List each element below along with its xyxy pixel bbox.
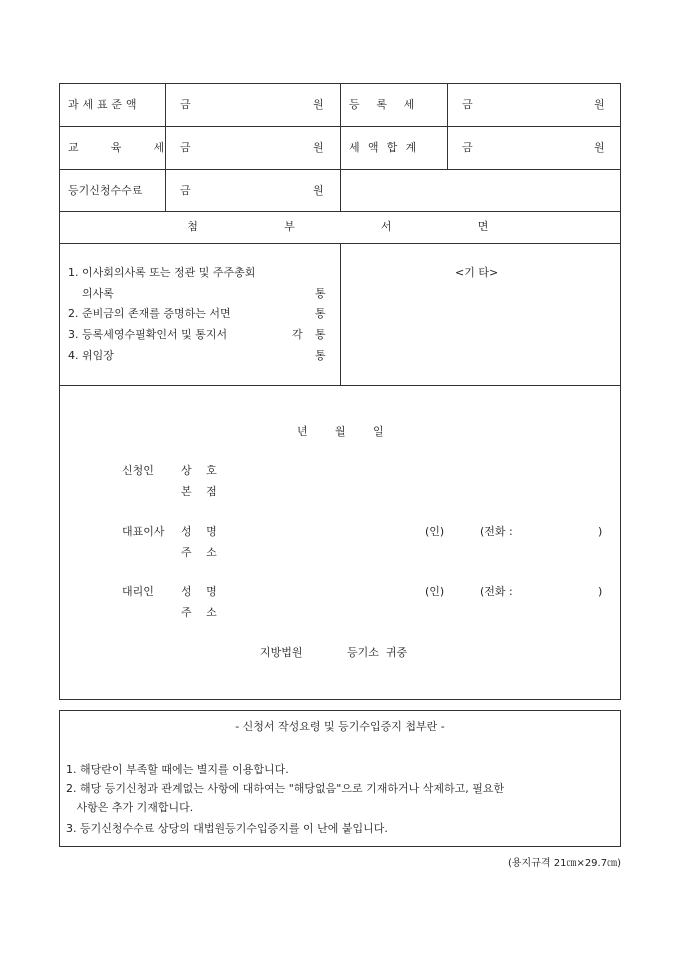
attachment-item-1-cont: 의사록 (82, 287, 114, 300)
applicant-head-office-label: 본 점 (181, 485, 223, 498)
date-day: 일 (373, 425, 384, 438)
guide-item-1: 1. 해당란이 부족할 때에는 별지를 이용합니다. (66, 763, 289, 776)
attachment-item-4: 4. 위임장 (68, 349, 114, 362)
education-tax-unit: 원 (313, 141, 324, 154)
representative-role: 대표이사 (122, 525, 165, 538)
attachment-item-3-each: 각 (292, 328, 303, 341)
filing-fee-label: 등기신청수수료 (68, 184, 143, 197)
agent-role: 대리인 (122, 585, 154, 598)
other-attachments-label: <기 타> (455, 266, 499, 279)
col-divider (340, 243, 341, 385)
guide-title: - 신청서 작성요령 및 등기수입증지 첩부란 - (235, 720, 445, 733)
col-divider (340, 83, 341, 211)
agent-address-label: 주 소 (181, 606, 223, 619)
paper-size-note: (용지규격 21㎝×29.7㎝) (508, 858, 621, 869)
filing-fee-prefix: 금 (180, 184, 191, 197)
applicant-role: 신청인 (122, 464, 154, 477)
date-month: 월 (335, 425, 346, 438)
attachment-item-2-count: 통 (315, 307, 326, 320)
attachment-item-1-count: 통 (315, 287, 326, 300)
education-tax-prefix: 금 (180, 141, 191, 154)
attachments-header: 첨 부 서 면 (187, 220, 515, 233)
guide-item-2: 2. 해당 등기신청과 관계없는 사항에 대하여는 "해당없음"으로 기재하거나 삭제하고, 필요한 (66, 782, 505, 795)
attachment-item-3: 3. 등록세영수필확인서 및 통지서 (68, 328, 228, 341)
row-divider (59, 211, 621, 212)
attachment-item-1: 1. 이사회의사록 또는 정관 및 주주총회 (68, 266, 256, 279)
registration-tax-prefix: 금 (462, 98, 473, 111)
registry-office-label: 등기소 귀중 (347, 646, 408, 659)
row-divider (59, 385, 621, 386)
tax-base-prefix: 금 (180, 98, 191, 111)
agent-phone-label: (전화 : (480, 585, 513, 598)
attachment-item-3-count: 통 (315, 328, 326, 341)
filing-fee-unit: 원 (313, 184, 324, 197)
col-divider (447, 83, 448, 169)
applicant-trade-name-label: 상 호 (181, 464, 223, 477)
tax-total-unit: 원 (594, 141, 605, 154)
registration-tax-label: 등 록 세 (349, 98, 421, 111)
representative-phone-label: (전화 : (480, 525, 513, 538)
guide-item-3: 3. 등기신청수수료 상당의 대법원등기수입증지를 이 난에 붙입니다. (66, 822, 388, 835)
education-tax-label: 교 육 세 (68, 141, 179, 154)
agent-phone-close: ) (598, 585, 603, 598)
representative-seal: (인) (425, 525, 445, 538)
representative-address-label: 주 소 (181, 546, 223, 559)
representative-phone-close: ) (598, 525, 603, 538)
tax-base-label: 과세표준액 (68, 98, 141, 111)
tax-total-prefix: 금 (462, 141, 473, 154)
date-year: 년 (297, 425, 308, 438)
attachment-item-4-count: 통 (315, 349, 326, 362)
representative-name-label: 성 명 (181, 525, 223, 538)
tax-total-label: 세액합계 (349, 141, 425, 154)
registration-tax-unit: 원 (594, 98, 605, 111)
agent-name-label: 성 명 (181, 585, 223, 598)
guide-item-2-cont: 사항은 추가 기재합니다. (66, 801, 194, 814)
attachment-item-2: 2. 준비금의 존재를 증명하는 서면 (68, 307, 231, 320)
district-court-label: 지방법원 (260, 646, 303, 659)
agent-seal: (인) (425, 585, 445, 598)
tax-base-unit: 원 (313, 98, 324, 111)
